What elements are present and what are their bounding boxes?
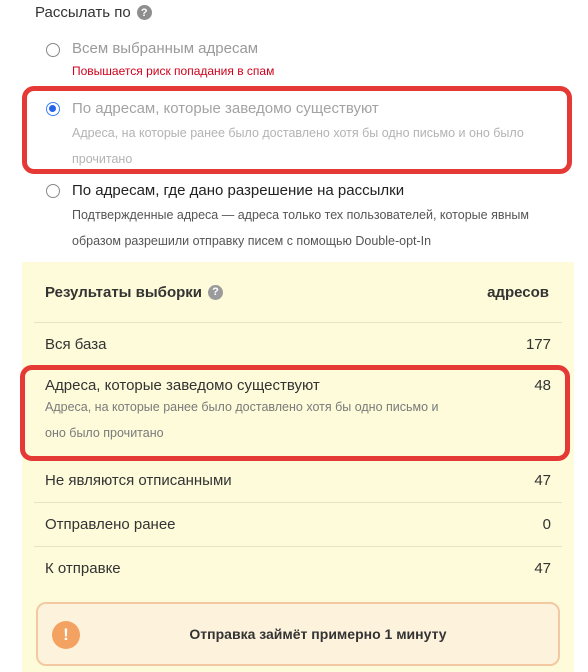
- row-label: Не являются отписанными: [45, 472, 232, 489]
- notice-text: Отправка займёт примерно 1 минуту: [189, 626, 447, 642]
- radio-button[interactable]: [46, 184, 60, 198]
- result-row-total: [34, 322, 562, 366]
- send-options: [22, 28, 578, 256]
- results-column-label: адресов: [487, 283, 549, 301]
- option-title: По адресам, где дано разрешение на рассылки: [72, 182, 405, 199]
- row-value: 177: [525, 336, 551, 353]
- option-description: Подтвержденные адреса — адреса только тех пользователей, которые явным образом разрешили отправку писем с помощью Double-opt-In: [72, 208, 529, 248]
- radio-button-checked[interactable]: [46, 102, 60, 116]
- row-label: К отправке: [45, 560, 121, 577]
- row-value: 0: [542, 516, 551, 533]
- send-time-notice: [36, 602, 560, 666]
- row-value: 47: [534, 560, 551, 577]
- option-warning: Повышается риск попадания в спам: [72, 64, 275, 78]
- option-existing-addresses[interactable]: [22, 86, 578, 172]
- option-all-addresses[interactable]: [22, 28, 578, 86]
- result-row-sent-before: [34, 502, 562, 546]
- send-by-heading: [35, 4, 152, 21]
- row-description: Адреса, на которые ранее было доставлено хотя бы одно письмо и оно было прочитано: [45, 400, 439, 440]
- result-row-not-unsubscribed: [34, 458, 562, 502]
- result-row-to-send: [34, 546, 562, 590]
- row-label: Вся база: [45, 336, 107, 353]
- send-by-label: Рассылать по: [35, 4, 131, 21]
- option-title: По адресам, которые заведомо существуют: [72, 100, 379, 117]
- row-label: Адреса, которые заведомо существуют: [45, 377, 320, 394]
- row-label: Отправлено ранее: [45, 516, 176, 533]
- help-icon[interactable]: ?: [208, 285, 223, 300]
- radio-button[interactable]: [46, 43, 60, 57]
- option-description: Адреса, на которые ранее было доставлено хотя бы одно письмо и оно было прочитано: [72, 126, 524, 166]
- result-row-existing: [34, 366, 562, 462]
- row-value: 48: [534, 377, 551, 394]
- option-title: Всем выбранным адресам: [72, 40, 259, 57]
- row-value: 47: [534, 472, 551, 489]
- results-title: Результаты выборки: [45, 283, 202, 301]
- option-permitted-addresses[interactable]: [22, 172, 578, 256]
- warning-icon: !: [52, 621, 80, 649]
- help-icon[interactable]: ?: [137, 5, 152, 20]
- results-header: [22, 262, 574, 322]
